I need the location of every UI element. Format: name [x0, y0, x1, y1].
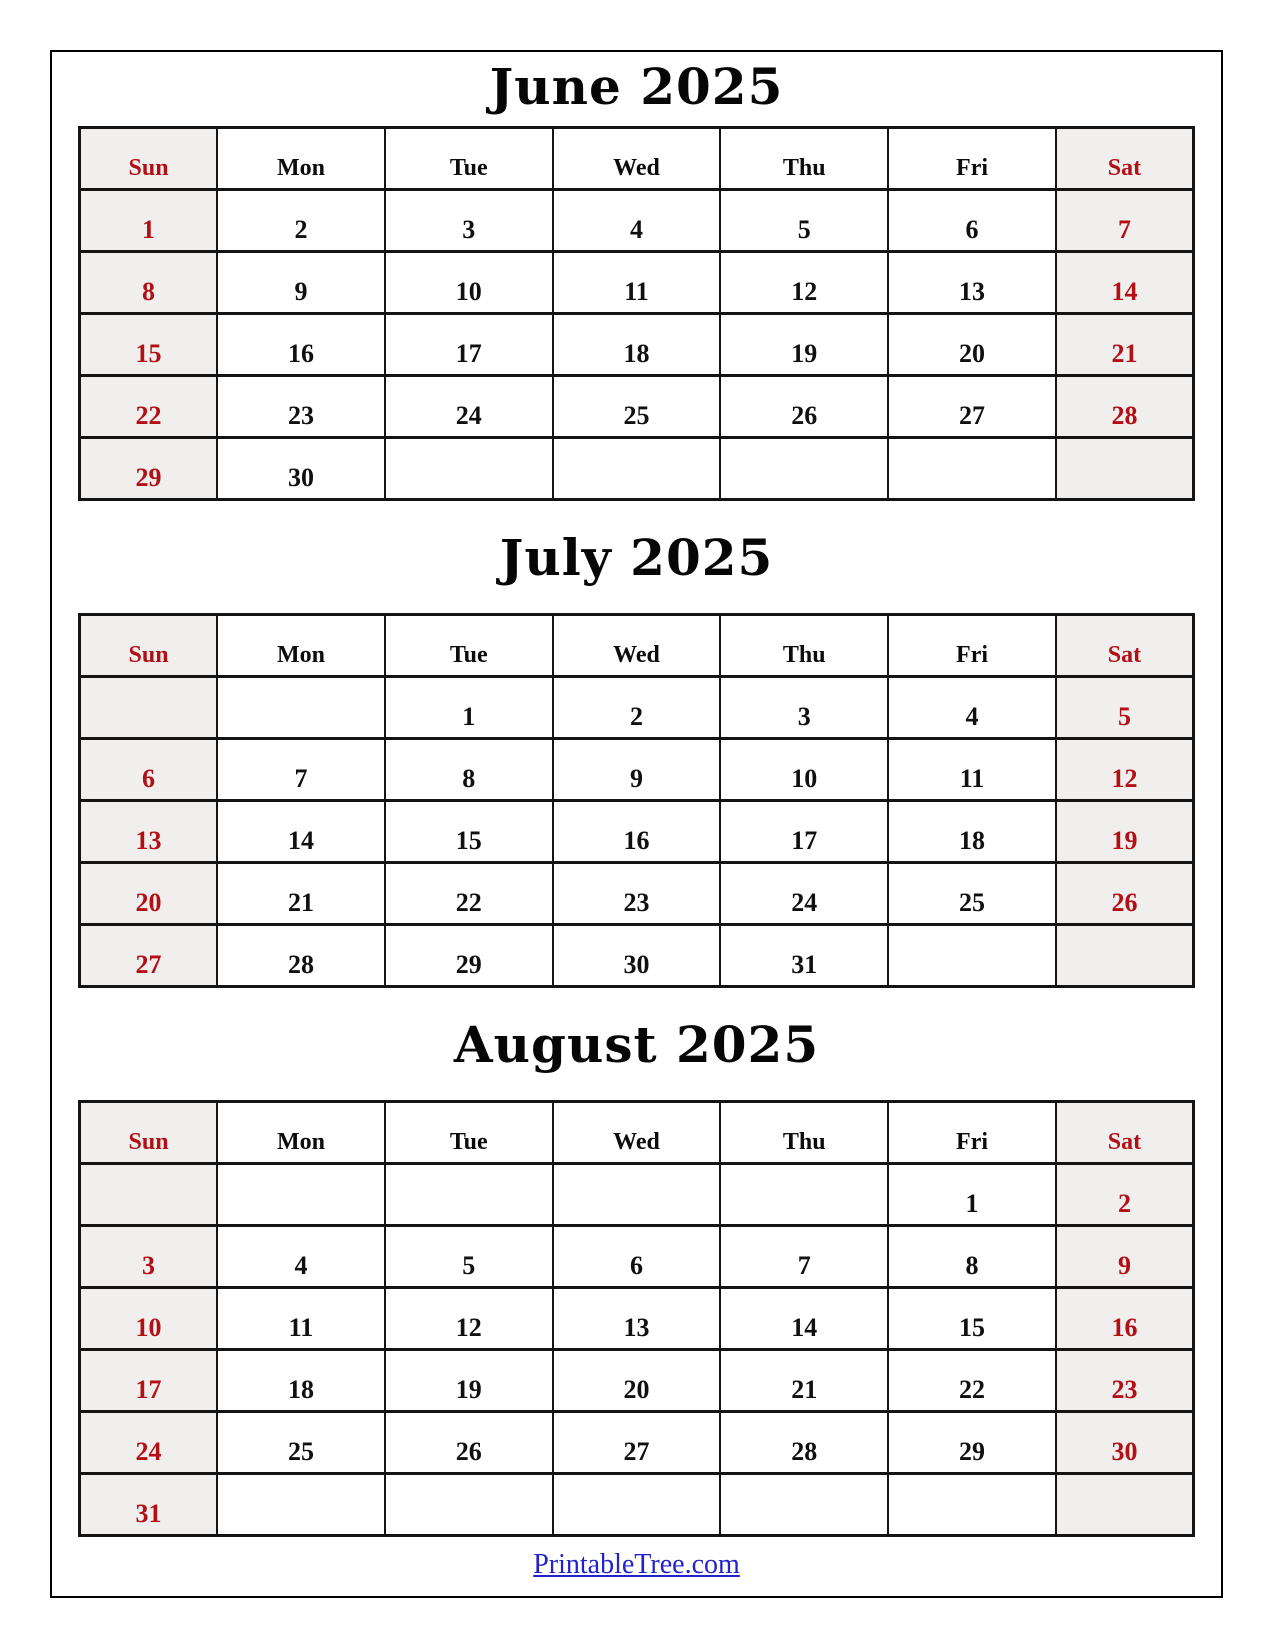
weekday-header: Sat	[1056, 1102, 1194, 1164]
day-cell: 9	[553, 739, 721, 801]
day-cell: 27	[80, 925, 218, 987]
month-section	[52, 501, 1221, 988]
day-cell: 25	[553, 376, 721, 438]
day-cell	[217, 1474, 385, 1536]
month-title: June 2025	[489, 57, 784, 116]
day-cell: 19	[385, 1350, 553, 1412]
day-cell: 31	[80, 1474, 218, 1536]
day-cell: 28	[217, 925, 385, 987]
day-cell: 13	[80, 801, 218, 863]
day-cell: 8	[888, 1226, 1056, 1288]
weekday-header: Thu	[720, 615, 888, 677]
day-cell: 17	[720, 801, 888, 863]
week-row	[80, 1164, 1194, 1226]
day-cell	[888, 1474, 1056, 1536]
month-title: August 2025	[453, 1014, 820, 1074]
day-cell: 20	[888, 314, 1056, 376]
calendar-table	[78, 126, 1195, 501]
day-cell: 4	[217, 1226, 385, 1288]
day-cell: 3	[720, 677, 888, 739]
calendar-table	[78, 1100, 1195, 1537]
day-cell: 23	[553, 863, 721, 925]
day-cell: 28	[720, 1412, 888, 1474]
day-cell: 28	[1056, 376, 1194, 438]
weekday-header: Fri	[888, 615, 1056, 677]
day-cell	[1056, 438, 1194, 500]
day-cell: 7	[217, 739, 385, 801]
day-cell: 1	[80, 190, 218, 252]
weekday-header: Tue	[385, 615, 553, 677]
day-cell: 15	[888, 1288, 1056, 1350]
day-cell: 10	[720, 739, 888, 801]
day-cell: 3	[80, 1226, 218, 1288]
day-cell: 14	[1056, 252, 1194, 314]
week-row	[80, 863, 1194, 925]
week-row	[80, 677, 1194, 739]
week-row	[80, 1474, 1194, 1536]
week-row	[80, 376, 1194, 438]
day-cell: 17	[80, 1350, 218, 1412]
weekday-header: Wed	[553, 128, 721, 190]
day-cell: 25	[888, 863, 1056, 925]
day-cell	[888, 925, 1056, 987]
day-cell: 8	[80, 252, 218, 314]
day-cell	[1056, 1474, 1194, 1536]
day-cell: 18	[888, 801, 1056, 863]
day-cell	[385, 1474, 553, 1536]
day-cell: 6	[888, 190, 1056, 252]
weekday-header: Fri	[888, 128, 1056, 190]
month-section	[52, 988, 1221, 1537]
day-cell	[553, 1164, 721, 1226]
day-cell	[385, 438, 553, 500]
day-cell: 19	[1056, 801, 1194, 863]
day-cell: 3	[385, 190, 553, 252]
day-cell	[385, 1164, 553, 1226]
week-row	[80, 739, 1194, 801]
day-cell: 13	[888, 252, 1056, 314]
weekday-header: Wed	[553, 1102, 721, 1164]
page-border	[50, 50, 1223, 1598]
day-cell: 29	[888, 1412, 1056, 1474]
day-cell	[720, 1474, 888, 1536]
weekday-header: Mon	[217, 1102, 385, 1164]
day-cell: 1	[888, 1164, 1056, 1226]
month-title: July 2025	[499, 527, 774, 587]
day-cell: 19	[720, 314, 888, 376]
day-cell: 24	[80, 1412, 218, 1474]
day-cell: 18	[217, 1350, 385, 1412]
weekday-header: Mon	[217, 128, 385, 190]
month-section	[52, 52, 1221, 501]
day-cell	[553, 438, 721, 500]
day-cell: 10	[80, 1288, 218, 1350]
day-cell: 4	[553, 190, 721, 252]
day-cell: 30	[217, 438, 385, 500]
day-cell: 24	[385, 376, 553, 438]
week-row	[80, 925, 1194, 987]
day-cell: 26	[1056, 863, 1194, 925]
day-cell: 11	[217, 1288, 385, 1350]
day-cell	[217, 677, 385, 739]
day-cell: 27	[888, 376, 1056, 438]
weekday-header: Sun	[80, 128, 218, 190]
day-cell: 26	[385, 1412, 553, 1474]
day-cell: 18	[553, 314, 721, 376]
calendar-months-container	[52, 52, 1221, 1537]
day-cell	[80, 1164, 218, 1226]
weekday-header-row	[80, 1102, 1194, 1164]
day-cell: 20	[80, 863, 218, 925]
day-cell: 23	[217, 376, 385, 438]
day-cell: 9	[1056, 1226, 1194, 1288]
day-cell: 20	[553, 1350, 721, 1412]
day-cell: 24	[720, 863, 888, 925]
day-cell: 16	[553, 801, 721, 863]
week-row	[80, 438, 1194, 500]
day-cell: 11	[888, 739, 1056, 801]
weekday-header: Sat	[1056, 128, 1194, 190]
day-cell: 5	[1056, 677, 1194, 739]
weekday-header: Sun	[80, 1102, 218, 1164]
day-cell: 14	[720, 1288, 888, 1350]
week-row	[80, 314, 1194, 376]
day-cell: 29	[80, 438, 218, 500]
day-cell	[80, 677, 218, 739]
footer-link[interactable]: PrintableTree.com	[533, 1549, 740, 1580]
day-cell: 8	[385, 739, 553, 801]
day-cell	[720, 1164, 888, 1226]
weekday-header: Thu	[720, 1102, 888, 1164]
day-cell: 2	[1056, 1164, 1194, 1226]
day-cell: 25	[217, 1412, 385, 1474]
day-cell: 15	[385, 801, 553, 863]
weekday-header: Fri	[888, 1102, 1056, 1164]
weekday-header: Wed	[553, 615, 721, 677]
day-cell: 5	[720, 190, 888, 252]
day-cell: 12	[385, 1288, 553, 1350]
day-cell: 23	[1056, 1350, 1194, 1412]
day-cell: 4	[888, 677, 1056, 739]
day-cell: 10	[385, 252, 553, 314]
day-cell: 22	[80, 376, 218, 438]
day-cell: 16	[217, 314, 385, 376]
calendar-table	[78, 613, 1195, 988]
day-cell: 2	[217, 190, 385, 252]
day-cell: 15	[80, 314, 218, 376]
day-cell: 2	[553, 677, 721, 739]
weekday-header: Tue	[385, 1102, 553, 1164]
weekday-header: Thu	[720, 128, 888, 190]
day-cell: 7	[1056, 190, 1194, 252]
day-cell	[217, 1164, 385, 1226]
day-cell: 6	[553, 1226, 721, 1288]
day-cell	[1056, 925, 1194, 987]
day-cell: 21	[217, 863, 385, 925]
day-cell: 30	[1056, 1412, 1194, 1474]
weekday-header: Sat	[1056, 615, 1194, 677]
day-cell: 13	[553, 1288, 721, 1350]
day-cell: 7	[720, 1226, 888, 1288]
day-cell: 12	[1056, 739, 1194, 801]
weekday-header: Tue	[385, 128, 553, 190]
day-cell: 11	[553, 252, 721, 314]
week-row	[80, 1288, 1194, 1350]
day-cell: 9	[217, 252, 385, 314]
day-cell: 21	[720, 1350, 888, 1412]
day-cell: 22	[888, 1350, 1056, 1412]
day-cell: 29	[385, 925, 553, 987]
weekday-header: Sun	[80, 615, 218, 677]
day-cell	[720, 438, 888, 500]
day-cell	[553, 1474, 721, 1536]
week-row	[80, 1350, 1194, 1412]
day-cell: 26	[720, 376, 888, 438]
weekday-header-row	[80, 128, 1194, 190]
day-cell: 1	[385, 677, 553, 739]
day-cell: 14	[217, 801, 385, 863]
week-row	[80, 252, 1194, 314]
week-row	[80, 801, 1194, 863]
weekday-header-row	[80, 615, 1194, 677]
day-cell: 30	[553, 925, 721, 987]
day-cell: 21	[1056, 314, 1194, 376]
day-cell: 31	[720, 925, 888, 987]
week-row	[80, 190, 1194, 252]
day-cell: 16	[1056, 1288, 1194, 1350]
day-cell: 22	[385, 863, 553, 925]
weekday-header: Mon	[217, 615, 385, 677]
day-cell: 27	[553, 1412, 721, 1474]
week-row	[80, 1412, 1194, 1474]
day-cell: 5	[385, 1226, 553, 1288]
day-cell: 12	[720, 252, 888, 314]
day-cell: 17	[385, 314, 553, 376]
day-cell: 6	[80, 739, 218, 801]
day-cell	[888, 438, 1056, 500]
week-row	[80, 1226, 1194, 1288]
footer	[52, 1537, 1221, 1593]
